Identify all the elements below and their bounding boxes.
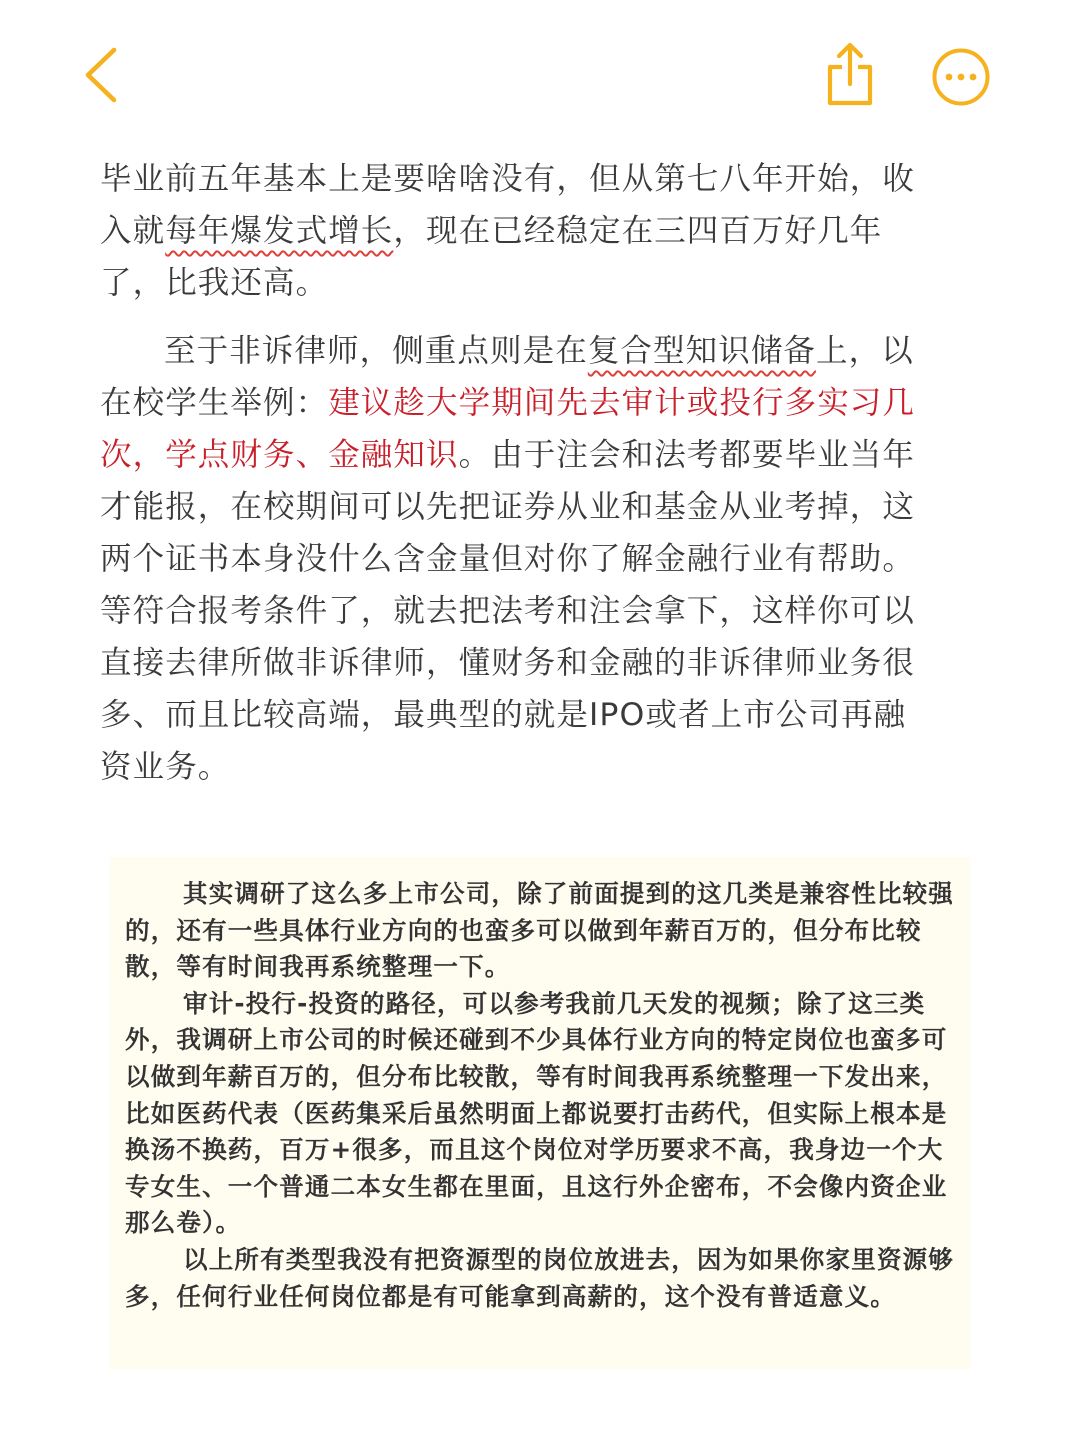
more-horizontal-icon: [930, 46, 992, 108]
article-text: 上，以在校学生举例：: [100, 333, 914, 421]
red-highlight-text: 建议趁大学期间先去审计或投行多实习几次，学点财务、金融知识: [100, 385, 916, 473]
article-paragraph-1: [100, 153, 930, 309]
article-text: 。由于注会和法考都要毕业当年才能报，在校期间可以先把证券从业和基金从业考掉，这两个证书本身没什么含金量但对你了解金融行业有帮助。等符合报考条件了，就去把法考和注会拿下，这样你可以直接去律所做非诉律师，懂财务和金融的非诉律师业务很多、而且比较高端，最典型的就是IPO或者上市公司再融资业务。: [100, 437, 916, 785]
article-paragraph-2: [100, 325, 930, 793]
more-button[interactable]: [930, 46, 992, 108]
share-button[interactable]: [822, 40, 878, 108]
note-paragraph-1: 其实调研了这么多上市公司，除了前面提到的这几类是兼容性比较强的，还有一些具体行业方向的也蛮多可以做到年薪百万的，但分布比较散，等有时间我再系统整理一下。: [125, 879, 954, 982]
article-text: 至于非诉律师，侧重点则是在: [164, 333, 588, 369]
back-button[interactable]: [78, 44, 128, 106]
note-paragraph-3: 以上所有类型我没有把资源型的岗位放进去，因为如果你家里资源够多，任何行业任何岗位都是有可能拿到高薪的，这个没有普适意义。: [125, 1244, 954, 1311]
share-icon: [822, 40, 878, 108]
note-paragraph-2: 审计-投行-投资的路径，可以参考我前几天发的视频；除了这三类外，我调研上市公司的时候还碰到不少具体行业方向的特定岗位也蛮多可以做到年薪百万的，但分布比较散，等有时间我再系统整理一下发出来，比如医药代表（医药集采后虽然明面上都说要打击药代，但实际上根本是换汤不换药，百万+很多，而且这个岗位对学历要求不高，我身边一个大专女生、一个普通二本女生都在里面，且这行外企密布，不会像内资企业那么卷）。: [125, 988, 948, 1238]
chevron-left-icon: [78, 44, 128, 106]
article-text: ，现在已经稳定在三四百万好几年了，比我还高。: [100, 213, 883, 301]
article-body: [100, 153, 930, 793]
article-text: 毕业前五年基本上是要啥啥没有，但从第七八年开始，收入就: [100, 161, 916, 249]
wavy-underlined-phrase: 复合型知识储备: [587, 333, 817, 369]
wavy-underlined-phrase: 每年爆发式增长: [165, 213, 394, 249]
top-nav-bar: [0, 0, 1080, 150]
note-box: [110, 857, 970, 1369]
